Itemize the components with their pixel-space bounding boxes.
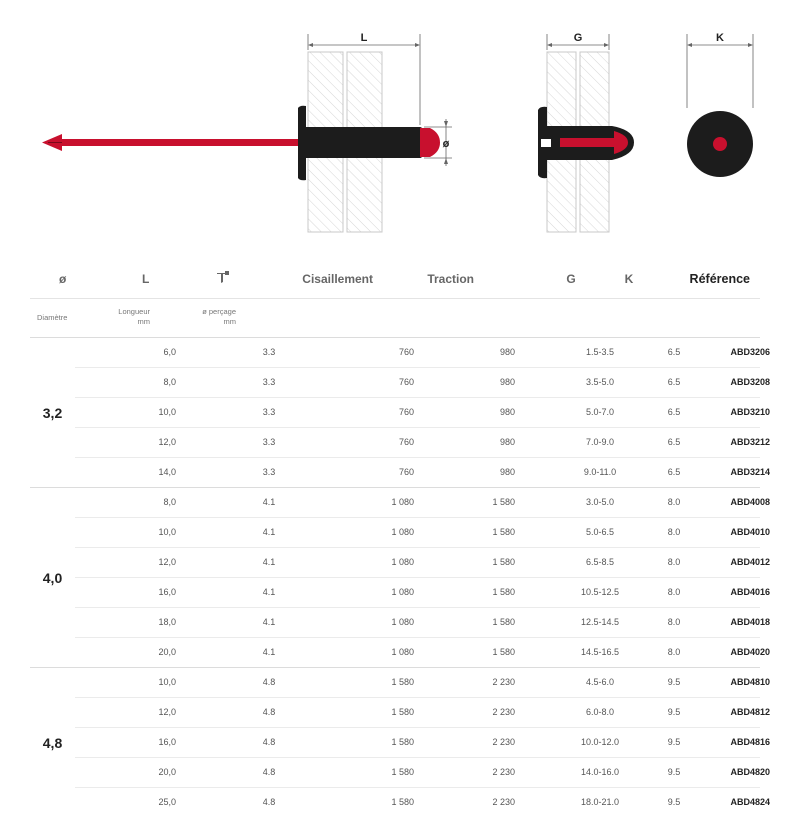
cell-grip: 4.5-6.0 [585, 677, 615, 687]
cell-drill: 4.1 [262, 527, 276, 537]
cell-drill: 3.3 [262, 407, 276, 417]
table-row [75, 577, 770, 607]
cell-length: 6,0 [163, 347, 176, 357]
mandrel-head [420, 128, 440, 157]
cell-grip: 14.5-16.5 [580, 647, 620, 657]
cell-length: 10,0 [158, 527, 176, 537]
cell-length: 10,0 [158, 407, 176, 417]
cell-drill: 4.1 [262, 647, 276, 657]
cell-tension: 2 230 [492, 797, 515, 807]
rivet-head-front-view [687, 32, 753, 177]
cell-grip: 9.0-11.0 [583, 467, 617, 477]
cell-length: 25,0 [158, 797, 176, 807]
cell-tension: 2 230 [492, 767, 515, 777]
table-row [75, 547, 770, 577]
cell-length: 12,0 [158, 437, 176, 447]
cell-shear: 1 080 [391, 497, 414, 507]
table-row [75, 488, 770, 517]
cell-grip: 5.0-7.0 [585, 407, 615, 417]
cell-shear: 1 080 [391, 587, 414, 597]
rivet-body [304, 127, 422, 158]
spec-table [30, 262, 770, 817]
cell-grip: 14.0-16.0 [580, 767, 620, 777]
cell-reference: ABD4012 [730, 557, 770, 567]
cell-grip: 18.0-21.0 [580, 797, 620, 807]
cell-shear: 1 080 [391, 647, 414, 657]
cell-k: 9.5 [667, 707, 681, 717]
dim-label-L: L [360, 32, 368, 44]
cell-tension: 1 580 [492, 527, 515, 537]
table-row [75, 457, 770, 487]
header-k: K [624, 272, 634, 286]
subheader-diameter: Diamètre [37, 313, 68, 322]
header-tension: Traction [427, 272, 474, 286]
cell-drill: 4.1 [262, 617, 276, 627]
cell-shear: 1 080 [391, 557, 414, 567]
rivet-diagram [0, 0, 800, 260]
cell-reference: ABD4820 [730, 767, 770, 777]
group-diameter-cell [30, 338, 75, 487]
cell-length: 8,0 [163, 497, 176, 507]
cell-reference: ABD4816 [730, 737, 770, 747]
cell-tension: 2 230 [492, 737, 515, 747]
cell-reference: ABD4010 [730, 527, 770, 537]
cell-k: 8.0 [667, 617, 681, 627]
group-diameter-label: 4,0 [42, 569, 63, 586]
cell-reference: ABD4812 [730, 707, 770, 717]
dim-label-G: G [573, 32, 583, 44]
cell-length: 18,0 [158, 617, 176, 627]
cell-shear: 1 580 [391, 767, 414, 777]
mandrel-stem [60, 139, 305, 146]
cell-grip: 3.0-5.0 [585, 497, 615, 507]
cell-tension: 2 230 [492, 707, 515, 717]
cell-shear: 1 080 [391, 617, 414, 627]
cell-drill: 4.8 [262, 737, 276, 747]
cell-drill: 4.1 [262, 587, 276, 597]
cell-tension: 1 580 [492, 497, 515, 507]
cell-tension: 1 580 [492, 647, 515, 657]
cell-grip: 6.0-8.0 [585, 707, 615, 717]
cell-reference: ABD4824 [730, 797, 770, 807]
cell-shear: 1 580 [391, 707, 414, 717]
cell-reference: ABD4020 [730, 647, 770, 657]
cell-drill: 3.3 [262, 347, 276, 357]
cell-tension: 980 [499, 407, 515, 417]
table-row [75, 397, 770, 427]
cell-k: 9.5 [667, 677, 681, 687]
dim-label-K: K [716, 32, 724, 44]
subheader-length: Longueur mm [118, 307, 150, 326]
cell-drill: 4.1 [262, 557, 276, 567]
header-shear: Cisaillement [302, 272, 373, 286]
cell-grip: 6.5-8.5 [585, 557, 615, 567]
cell-k: 9.5 [667, 737, 681, 747]
cell-reference: ABD3212 [730, 437, 770, 447]
cell-shear: 760 [398, 467, 414, 477]
cell-drill: 3.3 [262, 437, 276, 447]
cell-tension: 1 580 [492, 557, 515, 567]
cell-length: 12,0 [158, 557, 176, 567]
cell-length: 12,0 [158, 707, 176, 717]
cell-grip: 12.5-14.5 [580, 617, 620, 627]
cell-shear: 1 580 [391, 797, 414, 807]
cell-grip: 10.5-12.5 [580, 587, 620, 597]
table-body [30, 337, 770, 817]
table-row [75, 517, 770, 547]
cell-reference: ABD4018 [730, 617, 770, 627]
cell-k: 6.5 [667, 407, 681, 417]
cell-length: 14,0 [158, 467, 176, 477]
cell-grip: 7.0-9.0 [585, 437, 615, 447]
group-diameter-cell [30, 488, 75, 667]
cell-k: 9.5 [667, 767, 681, 777]
cell-tension: 1 580 [492, 617, 515, 627]
cell-k: 8.0 [667, 527, 681, 537]
cell-tension: 1 580 [492, 587, 515, 597]
table-subheader [30, 298, 760, 337]
cell-length: 16,0 [158, 737, 176, 747]
cell-reference: ABD3208 [730, 377, 770, 387]
cell-length: 16,0 [158, 587, 176, 597]
header-diameter: ø [59, 272, 67, 286]
cell-shear: 760 [398, 407, 414, 417]
cell-length: 10,0 [158, 677, 176, 687]
table-row [75, 757, 770, 787]
dim-label-diameter: ø [442, 138, 450, 150]
cell-k: 8.0 [667, 497, 681, 507]
header-length: L [142, 272, 150, 286]
cell-reference: ABD3214 [730, 467, 770, 477]
diameter-group [30, 487, 770, 667]
table-row [75, 697, 770, 727]
cell-tension: 980 [499, 347, 515, 357]
cell-shear: 760 [398, 437, 414, 447]
table-row [75, 607, 770, 637]
table-row [75, 427, 770, 457]
table-row [75, 787, 770, 817]
cell-k: 8.0 [667, 647, 681, 657]
cell-length: 20,0 [158, 647, 176, 657]
cell-k: 9.5 [667, 797, 681, 807]
cell-reference: ABD3210 [730, 407, 770, 417]
group-diameter-label: 4,8 [42, 734, 63, 751]
table-row [75, 637, 770, 667]
cell-drill: 4.8 [262, 797, 276, 807]
cell-grip: 5.0-6.5 [585, 527, 615, 537]
drill-bit-icon [216, 270, 230, 287]
rivet-side-view [42, 32, 452, 232]
group-diameter-cell [30, 668, 75, 817]
table-row [75, 367, 770, 397]
table-header [30, 262, 760, 298]
table-row [75, 727, 770, 757]
cell-reference: ABD4008 [730, 497, 770, 507]
cell-grip: 1.5-3.5 [585, 347, 615, 357]
cell-drill: 3.3 [262, 467, 276, 477]
cell-k: 6.5 [667, 347, 681, 357]
cell-tension: 980 [499, 377, 515, 387]
cell-shear: 760 [398, 377, 414, 387]
group-diameter-label: 3,2 [42, 404, 63, 421]
cell-grip: 3.5-5.0 [585, 377, 615, 387]
cell-shear: 1 580 [391, 737, 414, 747]
cell-drill: 4.1 [262, 497, 276, 507]
cell-drill: 4.8 [262, 707, 276, 717]
header-grip: G [566, 272, 576, 286]
cell-drill: 4.8 [262, 677, 276, 687]
cell-k: 6.5 [667, 437, 681, 447]
cell-drill: 4.8 [262, 767, 276, 777]
cell-k: 8.0 [667, 557, 681, 567]
cell-tension: 980 [499, 437, 515, 447]
cell-tension: 980 [499, 467, 515, 477]
cell-reference: ABD4810 [730, 677, 770, 687]
cell-shear: 760 [398, 347, 414, 357]
cell-tension: 2 230 [492, 677, 515, 687]
diameter-group [30, 337, 770, 487]
cell-k: 8.0 [667, 587, 681, 597]
diameter-group [30, 667, 770, 817]
table-row [75, 668, 770, 697]
header-reference: Référence [689, 272, 750, 286]
table-row [75, 338, 770, 367]
mandrel-hole [713, 137, 727, 151]
cell-drill: 3.3 [262, 377, 276, 387]
subheader-drill: ø perçage mm [202, 307, 236, 326]
cell-reference: ABD3206 [730, 347, 770, 357]
cell-length: 8,0 [163, 377, 176, 387]
cell-length: 20,0 [158, 767, 176, 777]
cell-reference: ABD4016 [730, 587, 770, 597]
cell-k: 6.5 [667, 377, 681, 387]
cell-grip: 10.0-12.0 [580, 737, 620, 747]
cell-shear: 1 580 [391, 677, 414, 687]
cell-shear: 1 080 [391, 527, 414, 537]
cell-k: 6.5 [667, 467, 681, 477]
rivet-set-view [538, 32, 634, 232]
